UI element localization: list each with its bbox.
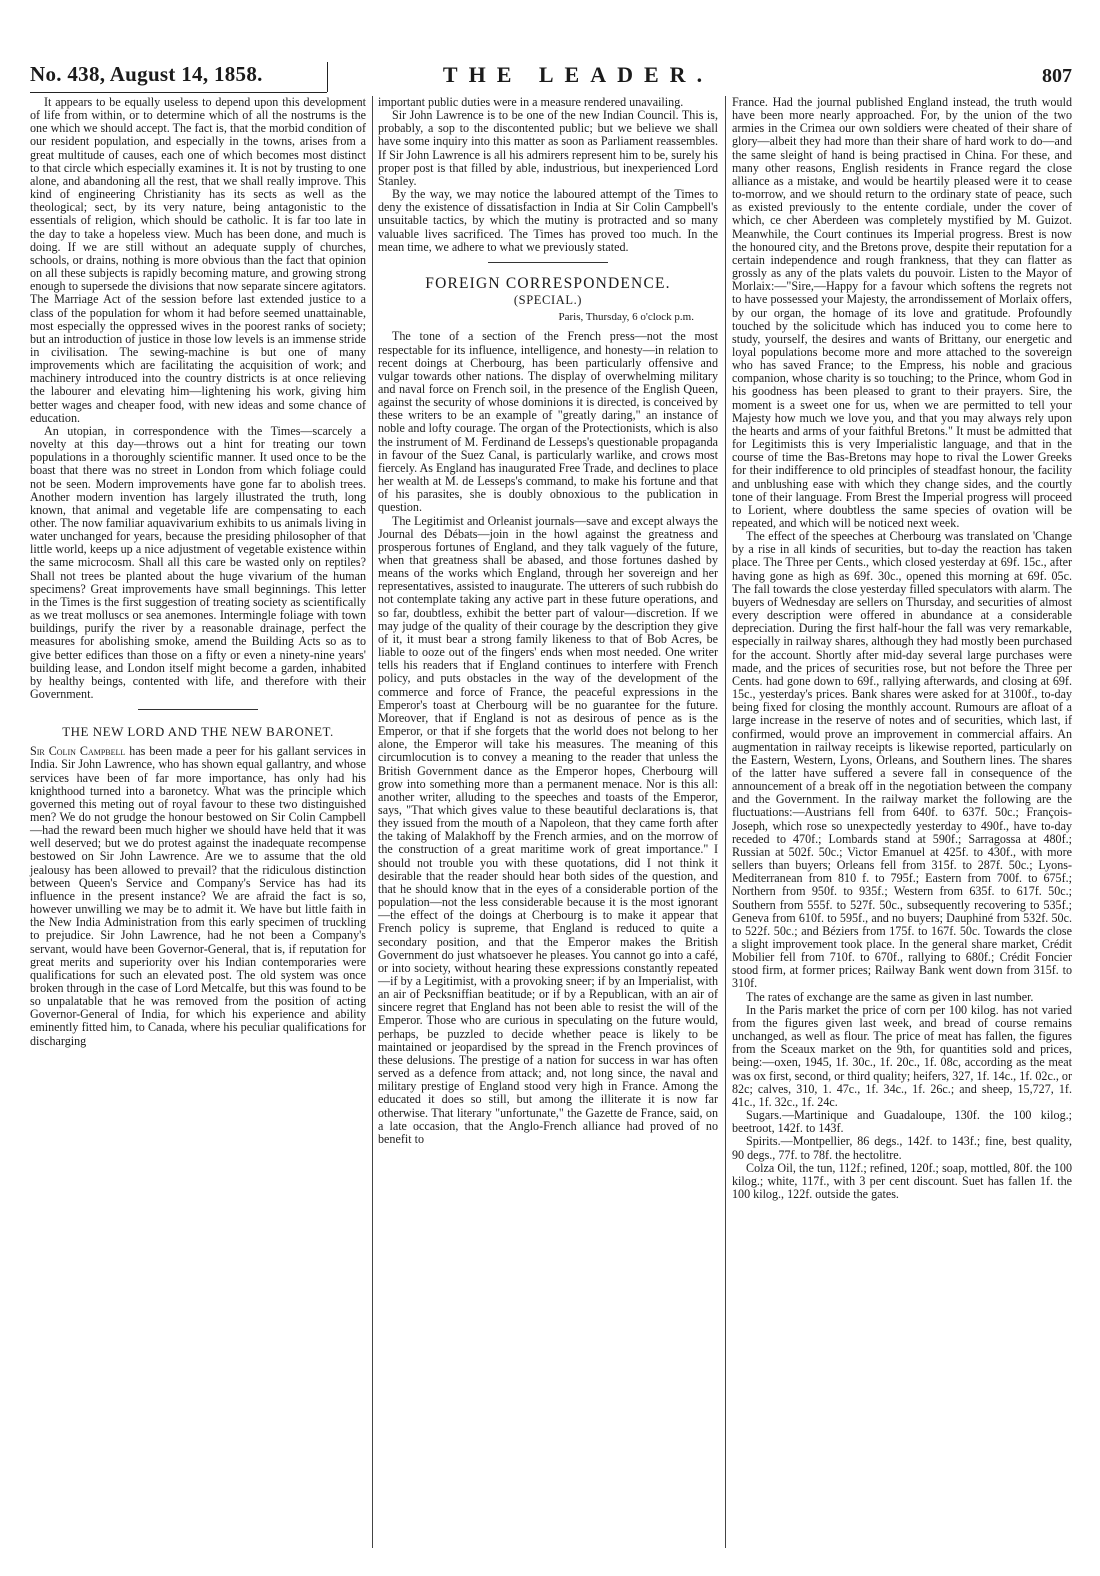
- article-paragraph: Sir John Lawrence is to be one of the new Indian Council. This is, probably, a sop to the discontented public; but we believe we shall have some inquiry into this matter as soon as Parliament reassembles. If Sir John Lawrence is all his admirers represent him to be, surely his proper post is that filled by able, industrious, but inexperienced Lord Stanley.: [378, 108, 718, 188]
- newspaper-title: THE LEADER.: [442, 62, 714, 87]
- article-paragraph: important public duties were in a measure rendered unavailing.: [378, 95, 684, 109]
- paragraph-text: has been made a peer for his gallant services in India. Sir John Lawrence, who has shown equal gallantry, and whose services have been of far more importance, has only had his knighthood turned into a baronetcy. What was the principle which governed this meting out of royal favour to these two distinguished men? We do not grudge the honour bestowed on Sir Colin Campbell—had the reward been much higher we should have held that it was well deserved; but we do protest against the inadequate recompense bestowed on Sir John Lawrence. Are we to assume that the old jealousy has been allowed to prevail? that the ridiculous distinction between Queen's Service and Company's Service has had its influence in the present instance? We are afraid the fact is so, however unwilling we may be to admit it. We have but little faith in the New India Administration from this early specimen of truckling to prejudice. Sir John Lawrence, had he not been a Company's servant, would have been Governor-General, that is, if reputation for great merits and superiority over his Indian contemporaries were qualifications for such an elevated post. The old system was once broken through in the case of Lord Metcalfe, but this was found to be so unpalatable that he was removed from the position of acting Governor-General of India, for which his experience and ability eminently fitted him, to Canada, where his peculiar qualifications for discharging: [30, 744, 366, 1048]
- column-2: [378, 96, 718, 1146]
- article-paragraph: By the way, we may notice the laboured attempt of the Times to deny the existence of dissatisfaction in India at Sir Colin Campbell's unsuitable tactics, by which the mutiny is protracted and so many valuable lives sacrificed. The Times has proved too much. In the mean time, we adhere to what we previously stated.: [378, 187, 718, 254]
- article-paragraph: The rates of exchange are the same as given in last number.: [746, 989, 1034, 1004]
- page-number: 807: [1042, 65, 1072, 87]
- column-divider: [372, 96, 373, 1548]
- article-paragraph: [30, 745, 366, 1048]
- column-3: [732, 96, 1072, 1201]
- column-divider: [725, 96, 726, 1548]
- article-paragraph: France. Had the journal published England instead, the truth would have been more nearly approached. For, by the union of the two armies in the Crimea our own soldiers were cheated of their share of glory—albeit they had more than their share of hard work to do—and the same sleight of hand is being practised in China. For these, and many other reasons, English residents in France regard the close alliance as a mistake, and would be heartily pleased were it to cease to-morrow, and we should return to the ordinary state of peace, such as existed previously to the entente cordiale, under the cover of which, ce cher Aberdeen was completely mystified by M. Guizot. Meanwhile, the Court continues its Imperial progress. Brest is now the honoured city, and the Bretons prove, despite their reputation for a certain independence and rough frankness, that they can flatter as grossly as any of the plats valets du pouvoir. Listen to the Mayor of Morlaix:—"Sire,—Happy for a favour which softens the regrets not to have possessed your Majesty, the arrondissement of Morlaix offers, by our organ, the homage of its love and gratitude. Profoundly touched by the solicitude which has induced you to come here to study, yourself, the desires and wants of Brittany, our energetic and loyal populations become more and more attached to the sovereign who has saved France; to the Empress, his noble and gracious companion, whose charity is so touching; to the Prince, whom God in his goodness has been pleased to grant to their prayers. Sire, the moment is a sweet one for us, when we are permitted to tell your Majesty how much we love you, and that you may always rely upon the hearts and arms of your faithful Bretons." It must be admitted that for Legitimists this is very Imperialistic language, and that in the course of time the Bas-Bretons may hope to rival the Lower Greeks for their indifference to old principles of steadfast honour, the facility and unblushing ease with which they change sides, and the courtly tone of their language. From Brest the Imperial progress will proceed to Lorient, where doubtless the same species of ovation will be repeated, and which will be noticed next week.: [732, 95, 1072, 530]
- article-paragraph: The tone of a section of the French press—not the most respectable for its influence, intelligence, and honesty—in relation to recent doings at Cherbourg, has been particularly offensive and vulgar towards other nations. The display of overwhelming military and naval force on French soil, in the presence of the English Queen, against the security of whose dominions it is directed, is conceived by these writers to be an example of "greatly daring," an instance of noble and lofty courage. The organ of the Protectionists, which is also the instrument of M. Ferdinand de Lesseps's questionable propaganda in favour of the Suez Canal, is particularly warlike, and crows most fiercely. As England has inaugurated Free Trade, and declines to place her wealth at M. de Lesseps's command, to make his fortune and that of his parasites, she is doubly obnoxious to the publication in question.: [378, 329, 718, 515]
- section-rule: [488, 262, 608, 263]
- section-heading: FOREIGN CORRESPONDENCE.: [425, 274, 671, 292]
- article-paragraph: Spirits.—Montpellier, 86 degs., 142f. to 143f.; fine, best quality, 90 degs., 77f. to 78f. the hectolitre.: [732, 1134, 1072, 1162]
- issue-number: No. 438, August 14, 1858.: [30, 62, 263, 86]
- article-paragraph: Colza Oil, the tun, 112f.; refined, 120f.; soap, mottled, 80f. the 100 kilog.; white, 117f., with 3 per cent discount. Suet has fallen 1f. the 100 kilog., 122f. outside the gates.: [732, 1160, 1072, 1201]
- article-paragraph: In the Paris market the price of corn per 100 kilog. has not varied from the figures given last week, and bread of course remains unchanged, as well as flour. The price of meat has fallen, the figures from the Sceaux market on the 9th, for quantities sold and prices, being:—oxen, 1945, 1f. 30c., 1f. 20c., 1f. 08c, according as the meat was ox first, second, or third quality; heifers, 327, 1f. 14c., 1f. 02c., or 82c; calves, 310, 1. 47c., 1f. 34c., 1f. 26c.; and sheep, 15,727, 1f. 41c., 1f. 32c., 1f. 24c.: [732, 1002, 1072, 1109]
- dateline: Paris, Thursday, 6 o'clock p.m.: [558, 311, 694, 324]
- article-paragraph: It appears to be equally useless to depend upon this development of life from within, or to determine which of all the nostrums is the one which we should accept. The fact is, that the morbid condition of our resident population, and especially in the towns, arises from a great multitude of causes, each one of which becomes most distinct to that circle which especially examines it. It is not by trusting to one alone, and abandoning all the rest, that we shall really improve. This kind of engineering Christianity has its sects as well as the theological; sect, by its very nature, being antagonistic to the essentials of religion, which should be catholic. It is far too late in the day to take a hopeless view. Much has been done, and much is doing. If we are still without an adequate supply of churches, schools, or drains, nothing is more obvious than the fact that opinion on all these subjects is rapidly becoming mature, and growing strong enough to supersede the divisions that now separate sincere agitators. The Marriage Act of the session before last extended justice to a class of the population for whom it had before seemed unattainable, most especially the oppressed wives in the poorest ranks of society; but an introduction of justice in those low levels is an immense stride in civilisation. The sewing-machine is but one of many improvements which are facilitating the acquisition of work; and machinery introduced into the country districts is at once relieving the labourer and elevating him—lightening his work, giving him better wages and cheaper food, with new ideas and some chance of education.: [30, 95, 366, 425]
- article-paragraph: The Legitimist and Orleanist journals—save and except always the Journal des Débats—join in the howl against the greatness and prosperous fortunes of England, and they talk vaguely of the future, when that greatness shall be abased, and those fortunes dashed by means of the works which England, through her sovereign and her representatives, assisted to inaugurate. The utterers of such rubbish do not contemplate taking any active part in these future operations, and so far, doubtless, exhibit the better part of valour—discretion. If we may judge of the quality of their courage by the description they give of it, it must bear a strong family likeness to that of Bob Acres, be liable to ooze out of the fingers' ends when most needed. One writer tells his readers that if England continues to interfere with French policy, and puts obstacles in the way of the development of the commerce and force of France, the peaceful expressions in the Emperor's toast at Cherbourg will be no guarantee for the future. Moreover, that if England is not as desirous of pence as is the Emperor, or that if she forgets that the world does not belong to her alone, the Emperor will take his measures. The meaning of this circumlocution is to convey a meaning to the reader that unless the British Government dance as the Emperor hopes, Cherbourg will grow into something more than a permanent menace. Nor is this all: another writer, alluding to the speeches and toasts of the Emperor, says, "That which gives value to these beautiful declarations is, that they issued from the mouth of a Napoleon, that they came forth after the taking of Malakhoff by the French armies, and on the morrow of the construction of a great maritime work of great importance." I should not trouble you with these quotations, did I not think it desirable that the reader should hear both sides of the question, and that he should know that in the eyes of a considerable portion of the population—not the less considerable because it is the most ignorant—the effect of the doings at Cherbourg is to make it appear that French policy is supreme, that England is reduced to quite a secondary position, and that the Emperor makes the British Government do just whatsoever he pleases. You cannot go into a café, or into society, without hearing these expressions constantly repeated—if by a Legitimist, with a provoking sneer; if by an Imperialist, with an air of Pecksniffian beatitude; or if by a Republican, with an air of sincere regret that England has not been able to resist the will of the Emperor. Those who are curious in speculating on the future would, perhaps, be puzzled to decide whether peace is likely to be maintained or jeopardised by the spread in the French provinces of these delusions. The prestige of a nation for success in war has often served as a defence from attack; and, not long since, the naval and military prestige of England stood very high in France. Among the educated it does so still, but among the illiterate it is now far otherwise. That literary "unfortunate," the Gazette de France, said, on a late occasion, that the Anglo-French alliance had proved of no benefit to: [378, 513, 718, 1146]
- section-rule: [138, 709, 258, 710]
- article-paragraph: Sugars.—Martinique and Guadaloupe, 130f. the 100 kilog.; beetroot, 142f. to 143f.: [732, 1108, 1072, 1136]
- masthead-rule: [30, 92, 327, 93]
- section-heading: THE NEW LORD AND THE NEW BARONET.: [62, 724, 334, 740]
- column-1: [30, 96, 366, 1048]
- section-subheading: (SPECIAL.): [513, 293, 583, 308]
- article-paragraph: The effect of the speeches at Cherbourg was translated on 'Change by a rise in all kinds of securities, but to-day the reaction has taken place. The Three per Cents., which closed yesterday at 69f. 15c., after having gone as high as 69f. 30c., opened this morning at 69f. 05c. The fall towards the close yesterday filled speculators with alarm. The buyers of Wednesday are sellers on Thursday, and securities of almost every description were offered in abundance at a considerable depreciation. During the first half-hour the fall was very remarkable, especially in railway shares, although they had mostly been purchased for the account. Shortly after mid-day several large purchases were made, and the prices of securities rose, but not before the Three per Cents. had gone down to 69f., rallying afterwards, and closing at 69f. 15c., yesterday's prices. Bank shares were asked for at 3100f., to-day being fixed for closing the monthly account. Rumours are afloat of a large increase in the reserve of notes and of securities, which last, if confirmed, would prove an improvement in commercial affairs. An augmentation in railway receipts is likewise reported, particularly on the Eastern, Western, Lyons, Orleans, and Southern lines. The shares of the latter have suffered a severe fall in consequence of the announcement of a break off in the negotiation between the company and the Government. In the railway market the following are the fluctuations:—Austrians fell from 640f. to 637f. 50c.; François-Joseph, which rose so unexpectedly yesterday to 490f., have to-day receded to 470f.; Lombards stand at 590f.; Sarragossa at 480f.; Russian at 502f. 50c.; Victor Emanuel at 425f. to 430f., with more sellers than buyers; Orleans fell from 315f. to 287f. 50c.; Lyons-Mediterranean from 810 f. to 795f.; Eastern from 700f. to 675f.; Northern from 950f. to 935f.; Western from 635f. to 617f. 50c.; Southern from 555f. to 527f. 50c., subsequently recovering to 535f.; Geneva from 610f. to 595f., and no buyers; Dauphiné from 532f. 50c. to 522f. 50c.; and Béziers from 175f. to 167f. 50c. Towards the close a slight improvement took place. In the general share market, Crédit Mobilier fell from 710f. to 670f., rallying to 680f.; Crédit Foncier stood firm, at former prices; Railway Bank went down from 315f. to 310f.: [732, 529, 1072, 991]
- article-paragraph: An utopian, in correspondence with the Times—scarcely a novelty at this day—throws out a hint for treating our town populations in a thoroughly scientific manner. It used once to be the boast that there was no street in London from which foliage could not be seen. Modern improvements have gone far to abolish trees. Another modern invention has largely illustrated the truth, long known, that animal and vegetable life are compensating to each other. The now familiar aquavivarium exhibits to us animals living in water unchanged for years, because the presiding philosopher of that little world, keeps up a nice adjustment of vegetable existence within the same microcosm. Shall all this care be wasted only on reptiles? Shall not trees be planted about the huge vivarium of the human specimens? Great improvements have small beginnings. This letter in the Times is the first suggestion of treating society as scientifically as we treat molluscs or sea anemones. Intermingle foliage with town buildings, purify the river by a reasonable drainage, perfect the measures for abolishing smoke, amend the Building Acts so as to give better edifices than those on a fifty or even a ninety-nine years' building lease, and London itself might become a garden, inhabited by healthy beings, contented with life, and therefore with their Government.: [30, 423, 366, 702]
- lead-name: Sir Colin Campbell: [30, 744, 126, 759]
- masthead-rule-divider: [327, 62, 328, 92]
- masthead: [30, 62, 1072, 96]
